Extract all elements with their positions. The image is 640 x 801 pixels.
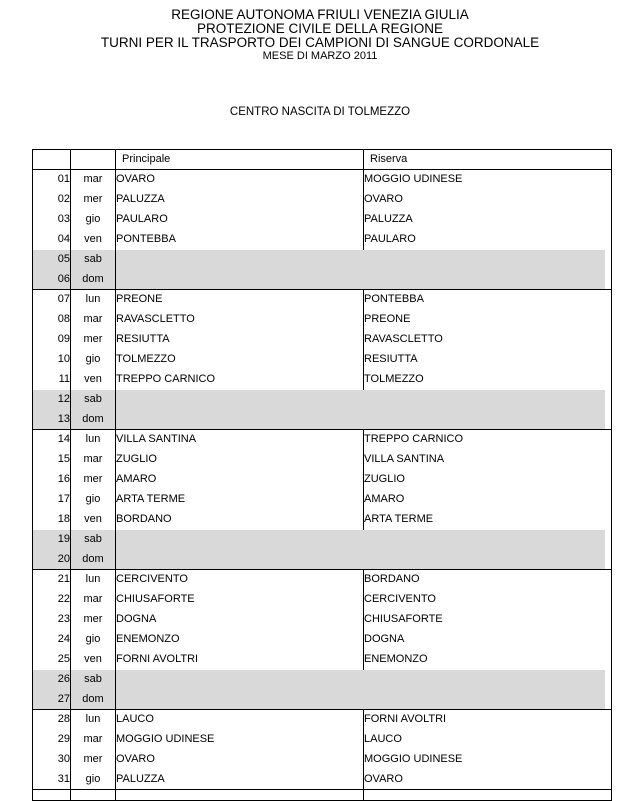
day-number-cell: 20 (33, 550, 71, 570)
riserva-cell: MOGGIO UDINESE (364, 173, 463, 186)
principale-cell: CERCIVENTO (116, 570, 364, 590)
principale-cell: MOGGIO UDINESE (116, 730, 364, 750)
day-number-cell: 06 (33, 270, 71, 290)
day-of-week-cell: mar (71, 590, 116, 610)
principale-cell: RESIUTTA (116, 330, 364, 350)
title-mese: MESE DI MARZO 2011 (262, 50, 378, 62)
day-number-cell: 04 (33, 230, 71, 250)
day-of-week-cell: sab (71, 530, 116, 550)
principale-cell: ZUGLIO (116, 450, 364, 470)
table-row (33, 770, 612, 790)
principale-cell (116, 410, 364, 430)
principale-cell: OVARO (116, 170, 364, 190)
day-number-cell: 19 (33, 530, 71, 550)
riserva-cell: PAULARO (364, 233, 416, 245)
principale-cell: AMARO (116, 470, 364, 490)
riserva-cell: TOLMEZZO (364, 373, 424, 385)
table-row-continuation (33, 790, 612, 801)
table-row (33, 510, 612, 530)
day-number-cell: 27 (33, 690, 71, 710)
riserva-cell: ZUGLIO (364, 473, 405, 485)
day-of-week-cell: lun (71, 430, 116, 450)
day-of-week-cell: gio (71, 490, 116, 510)
schedule-table-body (33, 170, 612, 801)
riserva-cell: OVARO (364, 772, 403, 785)
table-row (33, 590, 612, 610)
day-of-week-cell: mer (71, 610, 116, 630)
table-row (33, 490, 612, 510)
day-of-week-cell: mer (71, 330, 116, 350)
day-number-header-cell (33, 150, 71, 170)
day-of-week-cell: gio (71, 770, 116, 790)
riserva-column-header: Riserva (364, 150, 612, 170)
riserva-cell: RAVASCLETTO (364, 333, 443, 345)
day-number-cell: 17 (33, 490, 71, 510)
day-of-week-cell: mar (71, 310, 116, 330)
riserva-cell (364, 250, 612, 270)
table-row (33, 650, 612, 670)
table-row (33, 370, 612, 390)
day-number-cell: 11 (33, 370, 71, 390)
table-row (33, 610, 612, 630)
riserva-cell: TREPPO CARNICO (364, 430, 612, 450)
principale-cell: DOGNA (116, 610, 364, 630)
riserva-cell: PREONE (364, 313, 411, 325)
day-of-week-cell: ven (71, 230, 116, 250)
day-of-week-cell: mar (71, 730, 116, 750)
riserva-cell: RESIUTTA (364, 353, 418, 365)
title-region: REGIONE AUTONOMA FRIULI VENEZIA GIULIA (171, 7, 469, 22)
riserva-cell: VILLA SANTINA (364, 453, 445, 465)
table-row (33, 330, 612, 350)
riserva-cell: MOGGIO UDINESE (364, 753, 463, 765)
table-row (33, 270, 612, 290)
table-row (33, 210, 612, 230)
day-of-week-cell: gio (71, 630, 116, 650)
riserva-cell (364, 270, 612, 290)
table-row (33, 390, 612, 410)
day-number-cell: 01 (33, 170, 71, 190)
day-of-week-cell: dom (71, 690, 116, 710)
table-row (33, 430, 612, 450)
day-of-week-cell (71, 790, 116, 801)
title-turni: TURNI PER IL TRASPORTO DEI CAMPIONI DI SANGUE CORDONALE (100, 35, 540, 50)
principale-cell: TOLMEZZO (116, 350, 364, 370)
riserva-cell: PALUZZA (364, 213, 413, 225)
principale-cell (116, 790, 364, 801)
principale-cell: CHIUSAFORTE (116, 590, 364, 610)
day-of-week-cell: lun (71, 570, 116, 590)
principale-cell: PALUZZA (116, 770, 364, 790)
riserva-cell (364, 530, 612, 550)
day-of-week-cell: dom (71, 550, 116, 570)
table-row (33, 290, 612, 310)
table-row (33, 570, 612, 590)
table-row (33, 550, 612, 570)
riserva-cell: DOGNA (364, 633, 405, 645)
day-number-cell: 30 (33, 750, 71, 770)
principale-cell: PAULARO (116, 210, 364, 230)
principale-cell: ARTA TERME (116, 490, 364, 510)
riserva-cell (364, 410, 612, 430)
principale-cell (116, 390, 364, 410)
day-number-cell: 29 (33, 730, 71, 750)
day-number-cell: 22 (33, 590, 71, 610)
day-number-cell: 26 (33, 670, 71, 690)
riserva-cell: LAUCO (364, 733, 402, 745)
table-row (33, 190, 612, 210)
day-number-cell: 31 (33, 770, 71, 790)
day-number-cell: 08 (33, 310, 71, 330)
table-row (33, 670, 612, 690)
day-number-cell: 23 (33, 610, 71, 630)
day-of-week-cell: lun (71, 710, 116, 730)
riserva-cell (364, 790, 612, 801)
day-of-week-cell: ven (71, 510, 116, 530)
principale-cell: TREPPO CARNICO (116, 370, 364, 390)
table-row (33, 530, 612, 550)
table-row (33, 410, 612, 430)
day-of-week-cell: mer (71, 470, 116, 490)
table-row (33, 230, 612, 250)
riserva-cell: CHIUSAFORTE (364, 613, 443, 625)
principale-cell: PALUZZA (116, 190, 364, 210)
day-number-cell: 13 (33, 410, 71, 430)
day-number-cell: 24 (33, 630, 71, 650)
principale-cell: PONTEBBA (116, 230, 364, 250)
day-of-week-cell: dom (71, 410, 116, 430)
day-of-week-cell: gio (71, 210, 116, 230)
table-row (33, 750, 612, 770)
table-row (33, 630, 612, 650)
schedule-table-header (33, 150, 612, 170)
riserva-cell (364, 550, 612, 570)
table-row (33, 470, 612, 490)
riserva-cell (364, 670, 612, 690)
table-row (33, 710, 612, 730)
principale-cell (116, 670, 364, 690)
day-number-cell (33, 790, 71, 801)
day-number-cell: 18 (33, 510, 71, 530)
day-number-cell: 12 (33, 390, 71, 410)
day-number-cell: 25 (33, 650, 71, 670)
day-of-week-cell: sab (71, 250, 116, 270)
day-of-week-cell: gio (71, 350, 116, 370)
day-of-week-cell: ven (71, 370, 116, 390)
day-number-cell: 28 (33, 710, 71, 730)
table-row (33, 170, 612, 190)
schedule-table (32, 149, 612, 801)
riserva-cell: FORNI AVOLTRI (364, 710, 612, 730)
principale-cell: ENEMONZO (116, 630, 364, 650)
principale-cell (116, 530, 364, 550)
day-number-cell: 10 (33, 350, 71, 370)
principale-cell: LAUCO (116, 710, 364, 730)
day-of-week-cell: mer (71, 750, 116, 770)
header-row (33, 150, 612, 170)
title-protezione-civile: PROTEZIONE CIVILE DELLA REGIONE (196, 21, 444, 36)
day-number-cell: 07 (33, 290, 71, 310)
day-number-cell: 16 (33, 470, 71, 490)
day-of-week-header-cell (71, 150, 116, 170)
riserva-cell: OVARO (364, 193, 403, 205)
table-row (33, 730, 612, 750)
principale-cell: PREONE (116, 290, 364, 310)
principale-cell: RAVASCLETTO (116, 310, 364, 330)
principale-cell (116, 270, 364, 290)
day-of-week-cell: ven (71, 650, 116, 670)
day-number-cell: 14 (33, 430, 71, 450)
day-number-cell: 02 (33, 190, 71, 210)
day-of-week-cell: dom (71, 270, 116, 290)
principale-cell: BORDANO (116, 510, 364, 530)
day-number-cell: 09 (33, 330, 71, 350)
riserva-cell: ARTA TERME (364, 513, 434, 525)
document-title-block (0, 8, 640, 63)
day-number-cell: 15 (33, 450, 71, 470)
riserva-cell: BORDANO (364, 570, 612, 590)
riserva-cell: AMARO (364, 493, 405, 505)
day-number-cell: 05 (33, 250, 71, 270)
principale-cell (116, 550, 364, 570)
riserva-cell (364, 690, 612, 710)
riserva-cell: PONTEBBA (364, 290, 612, 310)
table-row (33, 690, 612, 710)
table-row (33, 350, 612, 370)
principale-cell (116, 690, 364, 710)
day-of-week-cell: mer (71, 190, 116, 210)
table-row (33, 310, 612, 330)
principale-cell: VILLA SANTINA (116, 430, 364, 450)
riserva-cell (364, 390, 612, 410)
principale-column-header: Principale (116, 150, 364, 170)
day-of-week-cell: mar (71, 450, 116, 470)
day-number-cell: 21 (33, 570, 71, 590)
riserva-cell: ENEMONZO (364, 653, 428, 665)
day-of-week-cell: sab (71, 390, 116, 410)
day-of-week-cell: lun (71, 290, 116, 310)
day-of-week-cell: sab (71, 670, 116, 690)
principale-cell (116, 250, 364, 270)
table-row (33, 450, 612, 470)
riserva-cell: CERCIVENTO (364, 593, 436, 605)
principale-cell: FORNI AVOLTRI (116, 650, 364, 670)
table-row (33, 250, 612, 270)
day-of-week-cell: mar (71, 170, 116, 190)
day-number-cell: 03 (33, 210, 71, 230)
principale-cell: OVARO (116, 750, 364, 770)
centro-nascita-subtitle: CENTRO NASCITA DI TOLMEZZO (229, 106, 411, 118)
